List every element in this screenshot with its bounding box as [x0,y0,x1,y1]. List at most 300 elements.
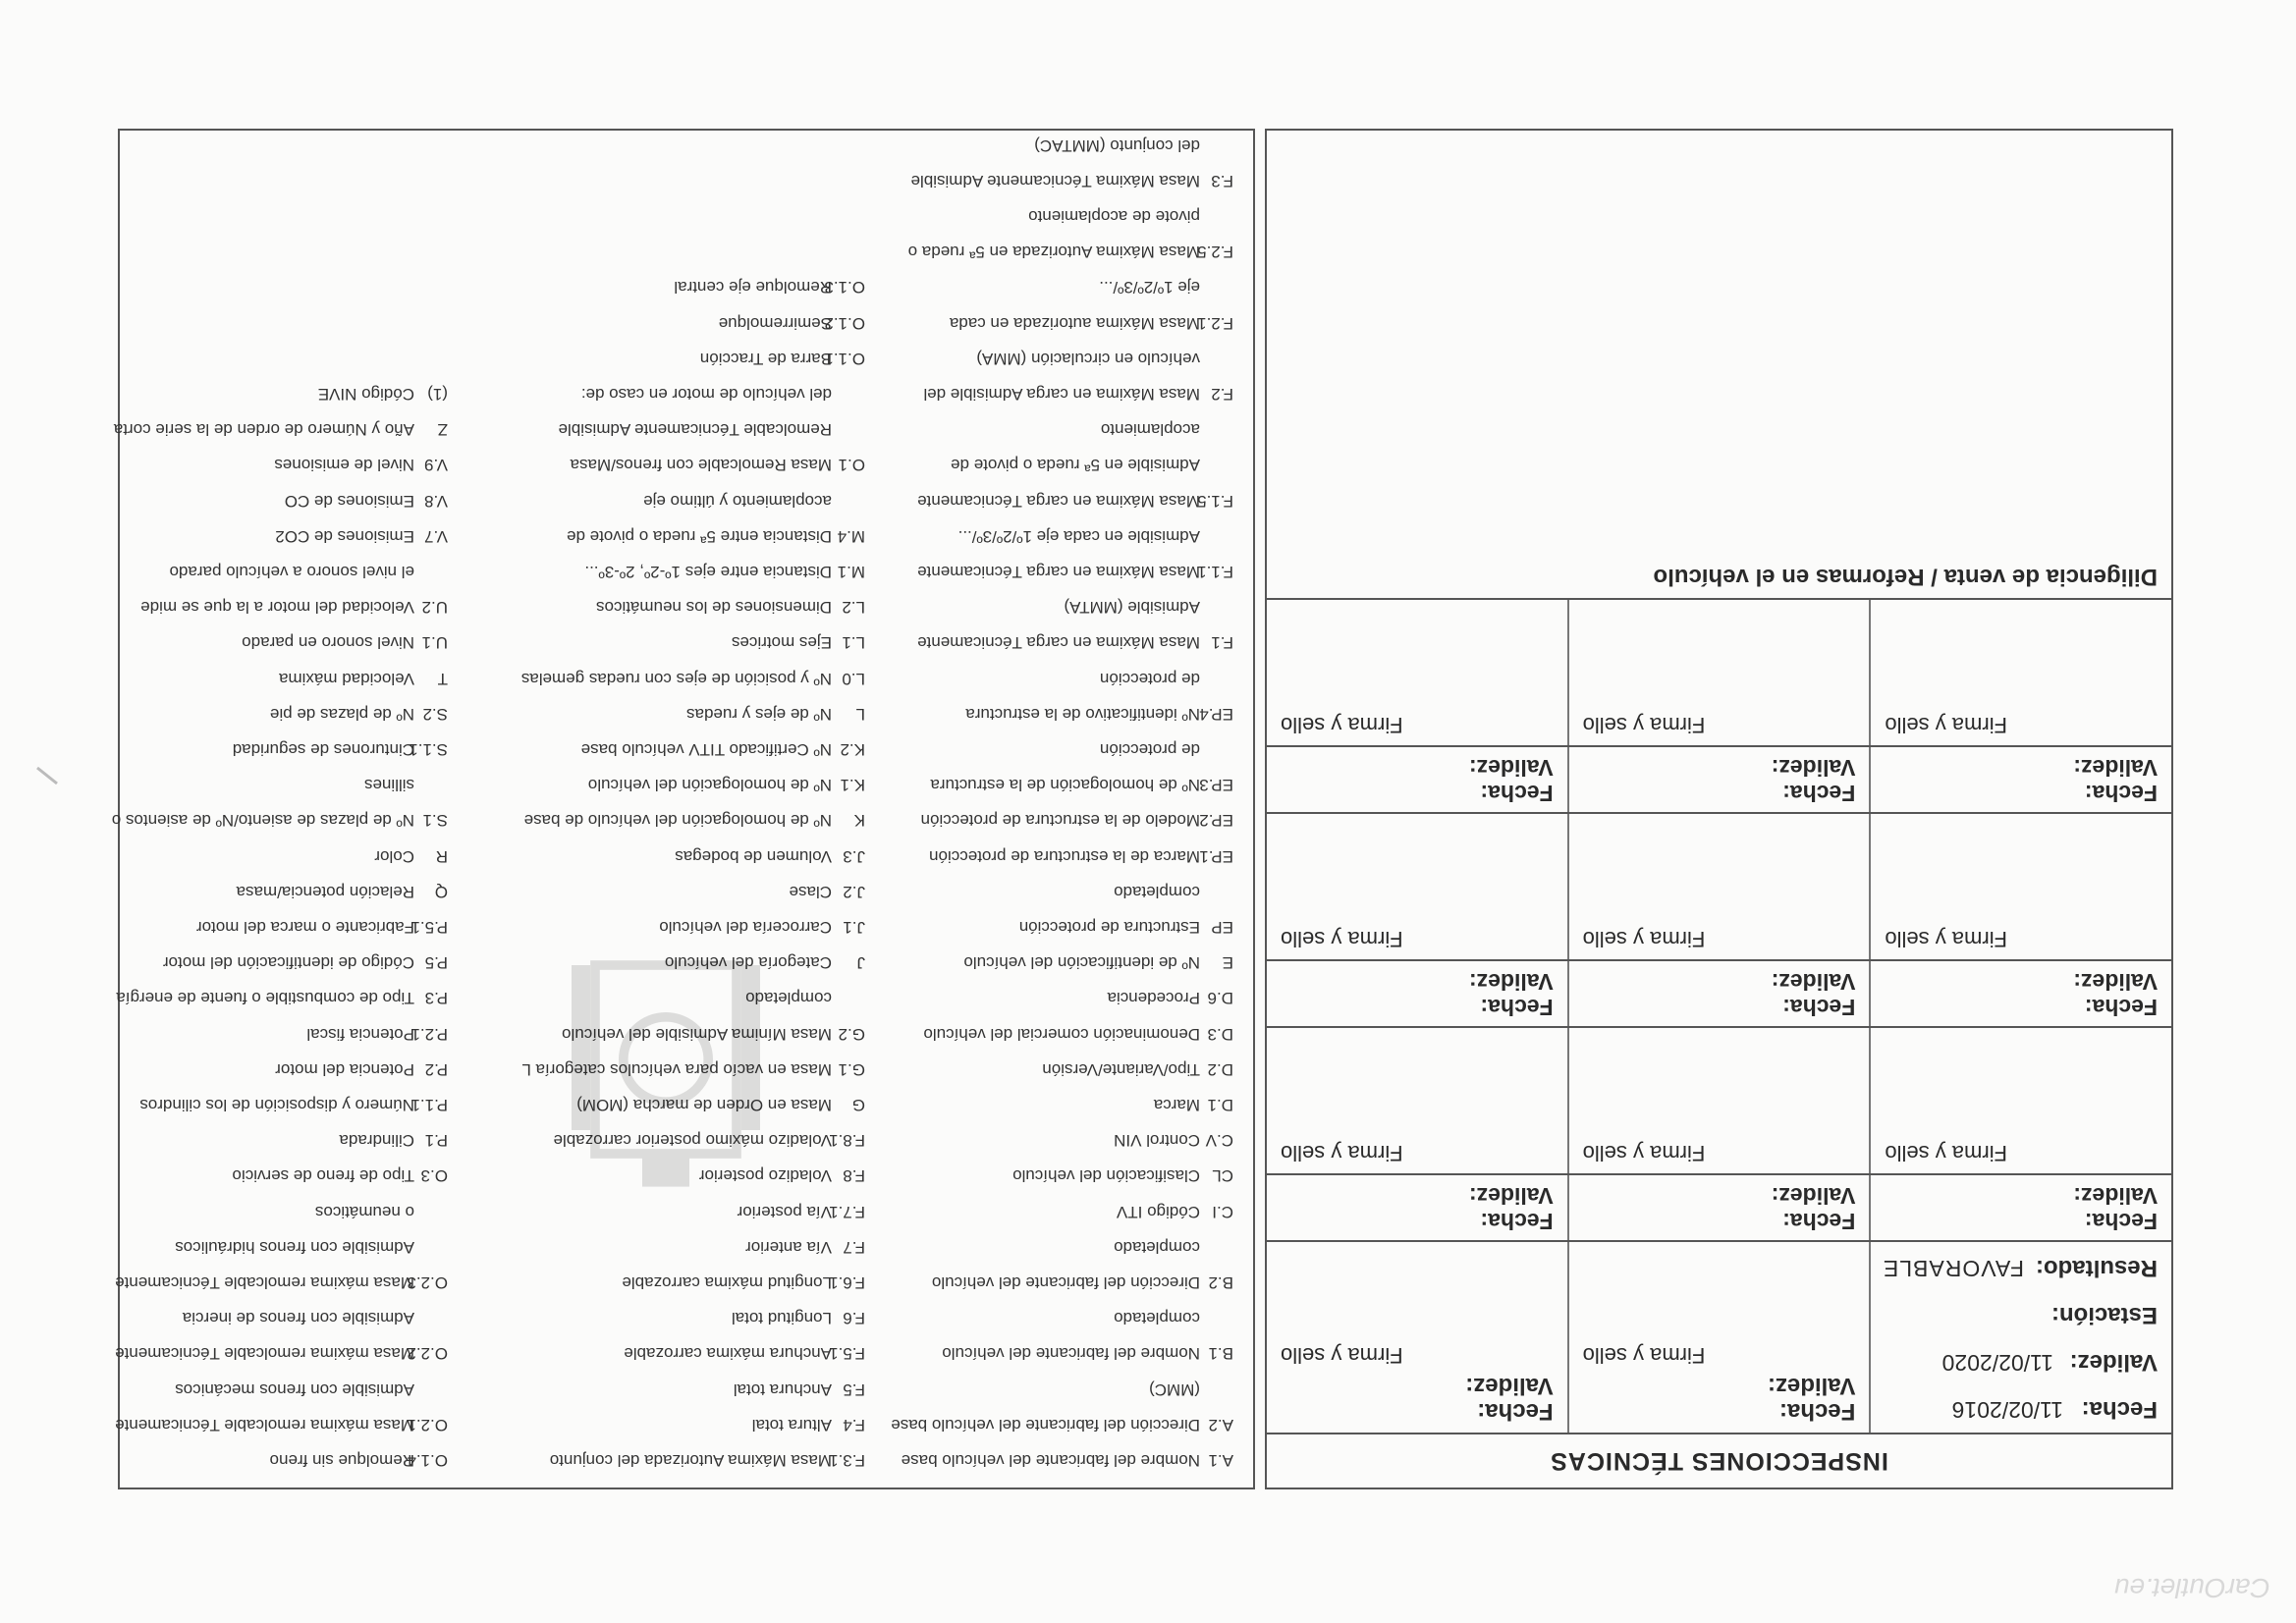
code-entry [1101,419,1233,439]
firma-label: Firma y sello [1582,1141,1706,1165]
code-key: Q [434,882,448,901]
fecha-label: Fecha: [1477,1398,1554,1425]
signature-cell [1267,1028,1567,1173]
code-entry [1028,206,1233,226]
code-text: Carrocería del vehículo [659,918,832,937]
code-key: D.1 [1207,1096,1233,1114]
code-key: J.1 [843,918,865,937]
code-text: Masa máxima remolcable Técnicamente [115,1415,414,1434]
code-text: Estructura de protección [1018,918,1200,937]
scan-mark-icon [35,766,59,785]
code-text: Masa Máxima en carga Admisible del [923,385,1200,404]
code-entry [588,775,865,794]
code-key: P.1 [424,1131,448,1151]
code-key: (1) [427,385,448,404]
code-key: L.1 [842,633,865,653]
code-text: Semirremolque [718,313,832,333]
code-text: Emisiones de CO2 [275,526,414,546]
fecha-label: Fecha: [1782,781,1856,806]
fecha-label: Fecha: [1480,781,1554,806]
code-text: (MMC) [1149,1380,1200,1399]
code-key: O.1.2 [824,313,865,333]
fecha-value: 11/02/2016 [1951,1397,2063,1423]
code-text: Remolcable Técnicamente Admisible [558,420,832,440]
validez-label: Validez: [1465,1373,1554,1399]
code-entry [521,669,865,688]
validez-label: Validez: [2069,1349,2158,1376]
fecha-label: Fecha: [2084,1209,2158,1234]
code-text: Clase [789,882,832,901]
code-text: de protección [1099,669,1200,688]
code-entry [274,455,448,474]
code-key: J [856,953,865,973]
code-key: O.1.3 [824,278,865,298]
code-entry [929,846,1233,866]
code-text: Ejes motrices [731,633,832,653]
firma-label: Firma y sello [1582,1343,1706,1368]
fecha-label: Fecha: [2081,1396,2158,1423]
code-entry [950,313,1233,333]
code-entry [581,384,865,404]
code-key: P.5 [424,953,448,973]
code-text: Remolque eje central [674,278,832,298]
code-entry [1114,1308,1233,1327]
inspection-cell-4-1 [1869,747,2171,812]
inspection-cell-3-2 [1567,961,1870,1026]
code-text: Dirección del fabricante del vehículo base [891,1415,1200,1434]
validez-label: Validez: [1771,1183,1856,1209]
code-text: sillines [363,776,414,795]
code-entry [732,1308,865,1327]
fecha-label: Fecha: [2084,995,2158,1020]
code-text: de protección [1099,740,1200,759]
code-entry [115,1272,448,1292]
code-entry [976,349,1233,368]
code-text: Admisible con frenos de inercia [182,1309,414,1328]
code-entry [285,491,448,511]
code-key: K [853,811,865,831]
code-entry [932,1272,1233,1292]
code-text: Vía posterior [737,1202,832,1221]
code-key: F.6 [843,1309,865,1328]
code-text: Velocidad del motor a la que se mide [140,598,414,618]
code-key: R [435,846,448,866]
validez-label: Validez: [2073,969,2158,995]
code-key: F.7.1 [829,1202,865,1221]
code-entry [112,810,448,830]
code-text: Marca [1153,1096,1200,1114]
firma-label: Firma y sello [1885,927,2008,951]
code-text: Admisible (MMTA) [1064,598,1200,618]
code-text: Color [374,846,414,866]
code-entry [902,1450,1233,1470]
code-key: F.1.5 [1197,491,1233,511]
code-key: F.5.1 [829,1344,865,1364]
code-text: Admisible en 5ª rueda o pivote de [951,456,1200,475]
code-text: Longitud total [731,1309,832,1328]
signature-cell [1567,814,1870,959]
code-text: Fabricante o marca del motor [195,918,414,937]
code-text: Categoría del vehículo [664,953,832,973]
resultado-value: FAVORABLE [1882,1256,2024,1281]
code-text: Marca de la estructura de protección [929,846,1200,866]
code-text: del conjunto (MMTAC) [1034,135,1200,155]
code-key: P.2.1 [410,1024,448,1044]
code-text: Masa máxima remolcable Técnicamente [115,1344,414,1364]
code-key: O.2.1 [407,1415,448,1434]
code-entry [115,1415,448,1434]
code-text: Nº de ejes y ruedas [686,704,832,724]
code-entry [175,1237,448,1257]
code-entry [738,1202,865,1221]
code-text: Nº de plazas de asiento/Nº de asientos o [111,811,414,831]
signature-cell [1267,600,1567,745]
inspection-cell-1-1 [1869,1242,2171,1433]
code-key: F.5 [843,1380,865,1399]
code-text: Masa Máxima autorizada en cada [949,313,1200,333]
code-key: F.3 [1211,171,1233,190]
code-text: Admisible en cada eje 1º/2º/3º/... [957,526,1200,546]
code-entry [596,597,865,617]
code-entry [115,1343,448,1363]
code-entry [237,882,448,901]
code-key: V.9 [424,456,448,475]
code-key: K.1 [840,776,865,795]
code-key: EP [1211,918,1233,937]
code-key: D.3 [1207,1024,1233,1044]
code-entry [1100,669,1233,688]
code-entry [923,1024,1233,1044]
code-entry [958,526,1233,546]
code-entry [364,775,448,794]
code-entry [571,455,865,474]
code-text: Cilindrada [339,1131,414,1151]
code-key: K.2 [840,740,865,759]
code-entry [752,1415,865,1434]
code-entry [275,526,448,546]
code-key: J.2 [843,882,865,901]
code-entry [581,739,865,759]
code-text: Código NIVE [317,385,414,404]
code-entry [917,491,1233,511]
inspections-panel [1265,129,2173,1489]
code-text: Tipo/Variante/Versión [1042,1059,1200,1079]
inspection-cell-2-3 [1267,1175,1567,1240]
code-entry [1100,739,1233,759]
code-text: Masa Máxima en carga Técnicamente [917,633,1200,653]
code-entry [921,810,1233,830]
code-entry [908,242,1233,261]
code-key: F.8 [843,1166,865,1186]
code-key: A.1 [1208,1451,1233,1470]
fecha-label: Fecha: [1480,1209,1554,1234]
code-text: el nivel sonoro a vehículo parado [169,563,414,581]
code-entry [524,810,865,830]
inspection-cell-4-3 [1267,747,1567,812]
code-text: Masa Máxima Autorizada en 5ª rueda o [907,243,1200,262]
code-key: G.2 [838,1024,865,1044]
code-key: A.2 [1208,1415,1233,1434]
code-key: O.1.1 [824,349,865,368]
code-entry [675,846,865,866]
fecha-label: Fecha: [1778,1398,1856,1425]
code-text: Dimensiones de los neumáticos [595,598,832,618]
code-entry [339,1130,448,1150]
code-key: G [851,1096,865,1114]
code-entry [1064,597,1233,617]
code-text: o neumáticos [314,1202,414,1221]
code-entry [139,1095,448,1114]
code-key: C.I [1212,1202,1233,1221]
code-text: Nº de identificación del vehículo [963,953,1200,973]
code-key: EP.2 [1199,811,1233,831]
code-entry [963,952,1233,972]
code-text: Masa Máxima Técnicamente Admisible [910,171,1200,190]
code-text: Potencia del motor [275,1059,414,1079]
code-key: U.1 [421,633,448,653]
code-entry [965,704,1233,724]
code-entry [1154,1095,1233,1114]
code-text: Voladizo máximo posterior carrozable [553,1131,832,1151]
code-text: Nombre del fabricante del vehículo [942,1344,1200,1364]
code-key: F.2 [1211,385,1233,404]
firma-label: Firma y sello [1280,1343,1403,1368]
code-entry [745,1237,865,1257]
firma-label: Firma y sello [1280,927,1403,951]
code-key: O.3 [420,1166,448,1186]
diligencia-title: Diligencia de venta / Reformas en el vehículo [1653,564,2158,590]
inspection-row-2-header [1267,1173,2171,1240]
code-entry [170,562,449,581]
code-key: S.1.1 [409,740,448,759]
code-text: Masa en Orden de marcha (MOM) [576,1096,832,1114]
firma-label: Firma y sello [1885,1141,2008,1165]
code-text: Potencia fiscal [306,1024,414,1044]
resultado-label: Resultado: [2035,1255,2158,1281]
code-entry [923,384,1233,404]
code-key: L.2 [842,598,865,618]
fecha-label: Fecha: [1480,995,1554,1020]
inspection-row-4-signatures [1267,598,2171,745]
code-entry [270,704,448,724]
code-key: F.3.1 [829,1451,865,1470]
validez-label: Validez: [2073,755,2158,781]
code-entry [917,632,1233,652]
firma-label: Firma y sello [1280,1141,1403,1165]
code-key: D.6 [1207,989,1233,1008]
code-entry [732,632,865,652]
code-entry [1114,1237,1233,1257]
code-key: S.2 [422,704,448,724]
code-key: O.2.2 [407,1344,448,1364]
code-entry [1034,135,1233,155]
code-text: completado [745,989,832,1008]
code-entry [374,846,448,866]
code-key: P.2 [424,1059,448,1079]
code-key: B.2 [1208,1273,1233,1292]
code-entry [279,669,448,688]
code-key: EP.4 [1199,704,1233,724]
code-key: L.0 [842,669,865,688]
inspection-cell-2-2 [1567,1175,1870,1240]
code-entry [1114,1130,1233,1150]
code-entry [917,562,1233,581]
validez-label: Validez: [1469,1183,1554,1209]
firma-label: Firma y sello [1280,713,1403,737]
code-entry [624,1343,865,1363]
code-entry [275,1059,448,1079]
code-entry [175,1380,448,1399]
code-text: Tipo de freno de servicio [232,1166,414,1186]
code-text: Remolque sin freno [269,1451,414,1470]
code-entry [242,632,448,652]
code-text: Relación potencia/masa [236,882,414,901]
inspection-row-4-header [1267,745,2171,812]
validez-label: Validez: [1771,969,1856,995]
code-text: Nº de homologación del vehículo [587,776,832,795]
signature-cell [1267,814,1567,959]
code-text: Distancia entre ejes 1º-2º, 2º-3º... [584,563,832,581]
inspection-cell-1-2 [1567,1242,1870,1433]
code-text: Control VIN [1114,1131,1200,1151]
code-text: Vía anterior [745,1237,832,1257]
code-entry [942,1343,1233,1363]
code-entry [734,1380,865,1399]
code-text: Masa Máxima Autorizada del conjunto [549,1451,832,1470]
code-entry [1114,882,1233,901]
code-key: EP.3 [1199,776,1233,795]
code-text: Anchura máxima carrozable [624,1344,832,1364]
code-text: Masa máxima remolcable Técnicamente [115,1273,414,1292]
code-text: Emisiones de CO [284,491,414,511]
code-text: del vehículo de motor en caso de: [580,385,832,404]
crest-watermark-icon [548,871,784,1201]
validez-label: Validez: [2073,1183,2158,1209]
code-text: pivote de acoplamiento [1028,207,1200,226]
code-key: F.2.5 [1197,243,1233,262]
inspection-cell-3-1 [1869,961,2171,1026]
code-text: Masa Mínima Admisible del vehículo [562,1024,832,1044]
code-entry [1099,277,1233,297]
code-text: Nombre del fabricante del vehículo base [901,1451,1200,1470]
code-text: Barra de Tracción [699,349,832,368]
code-entry [790,882,865,901]
code-text: Nº de plazas de pie [269,704,414,724]
validez-label: Validez: [1469,755,1554,781]
code-entry [1019,917,1233,937]
code-entry [306,1024,448,1044]
inspections-title: INSPECCIONES TÉCNICAS [1267,1433,2171,1488]
inspection-row-3-signatures [1267,812,2171,959]
code-text: Clasificación del vehículo [1012,1166,1200,1186]
code-key: F.4 [843,1415,865,1434]
inspection-row-2-signatures [1267,1026,2171,1173]
firma-label: Firma y sello [1582,713,1706,737]
validez-label: Validez: [1771,755,1856,781]
code-text: Anchura total [733,1380,832,1399]
code-key: D.2 [1207,1059,1233,1079]
code-text: Cinturones de seguridad [232,740,414,759]
code-key: O.1.4 [407,1451,448,1470]
code-key: J.3 [843,846,865,866]
code-entry [930,775,1233,794]
code-text: Masa Remolcable con frenos/Masa [570,456,832,475]
code-key: F.1.1 [1197,563,1233,581]
code-entry [719,313,865,333]
codes-panel [111,129,1255,1489]
code-key: V.8 [424,491,448,511]
code-entry [318,384,448,404]
code-entry [1117,1202,1233,1221]
code-entry [567,526,865,546]
code-entry [232,1165,448,1185]
code-text: Nº identificativo de la estructura [965,704,1200,724]
firma-label: Firma y sello [1582,927,1706,951]
code-key: E [1222,953,1233,973]
code-entry [891,1415,1233,1434]
code-text: Código de identificación del motor [162,953,414,973]
fecha-label: Fecha: [1782,995,1856,1020]
code-key: P.5.1 [410,918,448,937]
code-key: M.1 [837,563,865,581]
code-text: Procedencia [1107,989,1200,1008]
code-text: Año y Número de orden de la serie corta [113,420,414,440]
inspection-cell-1-3 [1267,1242,1567,1433]
code-text: Nivel sonoro en parado [242,633,414,653]
code-text: Nº Certificado TITV vehículo base [580,740,832,759]
validez-label: Validez: [1469,969,1554,995]
signature-cell [1869,814,2171,959]
code-entry [559,419,865,439]
code-text: Volumen de bodegas [675,846,832,866]
fecha-label: Fecha: [1782,1209,1856,1234]
estacion-label: Estación: [2050,1302,2158,1328]
code-text: Admisible con frenos hidráulicos [175,1237,414,1257]
code-key: P.3 [424,989,448,1008]
code-text: Voladizo posterior [698,1166,832,1186]
inspection-row-1 [1267,1240,2171,1433]
signature-cell [1869,1028,2171,1173]
code-key: F.7 [843,1237,865,1257]
code-text: Dirección del fabricante del vehículo [931,1273,1200,1292]
code-key: M.4 [837,526,865,546]
code-text: Altura total [751,1415,832,1434]
code-text: acoplamiento y último eje [643,491,832,511]
code-text: Masa Máxima en carga Técnicamente [917,491,1200,511]
code-key: Z [437,420,448,440]
code-text: completado [1114,1237,1200,1257]
code-text: Nivel de emisiones [274,456,414,475]
code-entry [622,1272,865,1292]
code-key: F.6.1 [829,1273,865,1292]
code-text: eje 1º/2º/3º/... [1099,278,1200,298]
code-key: F.2.1 [1197,313,1233,333]
code-key: S.1 [422,811,448,831]
code-text: Nº y posición de ejes con ruedas gemelas [520,669,832,688]
code-text: Tipo de combustible o fuente de energía [116,989,414,1008]
code-entry [114,419,448,439]
code-entry [584,562,865,581]
validez-label: Validez: [1767,1373,1856,1399]
code-text: Masa en vacío para vehículos categoría L [521,1059,832,1079]
code-key: O.1 [838,456,865,475]
code-entry [1149,1380,1233,1399]
code-key: T [437,669,448,688]
code-text: Número y disposición de los cilindros [139,1096,414,1114]
code-text: completado [1114,1309,1200,1328]
code-key: F.1 [1211,633,1233,653]
code-entry [911,171,1233,190]
